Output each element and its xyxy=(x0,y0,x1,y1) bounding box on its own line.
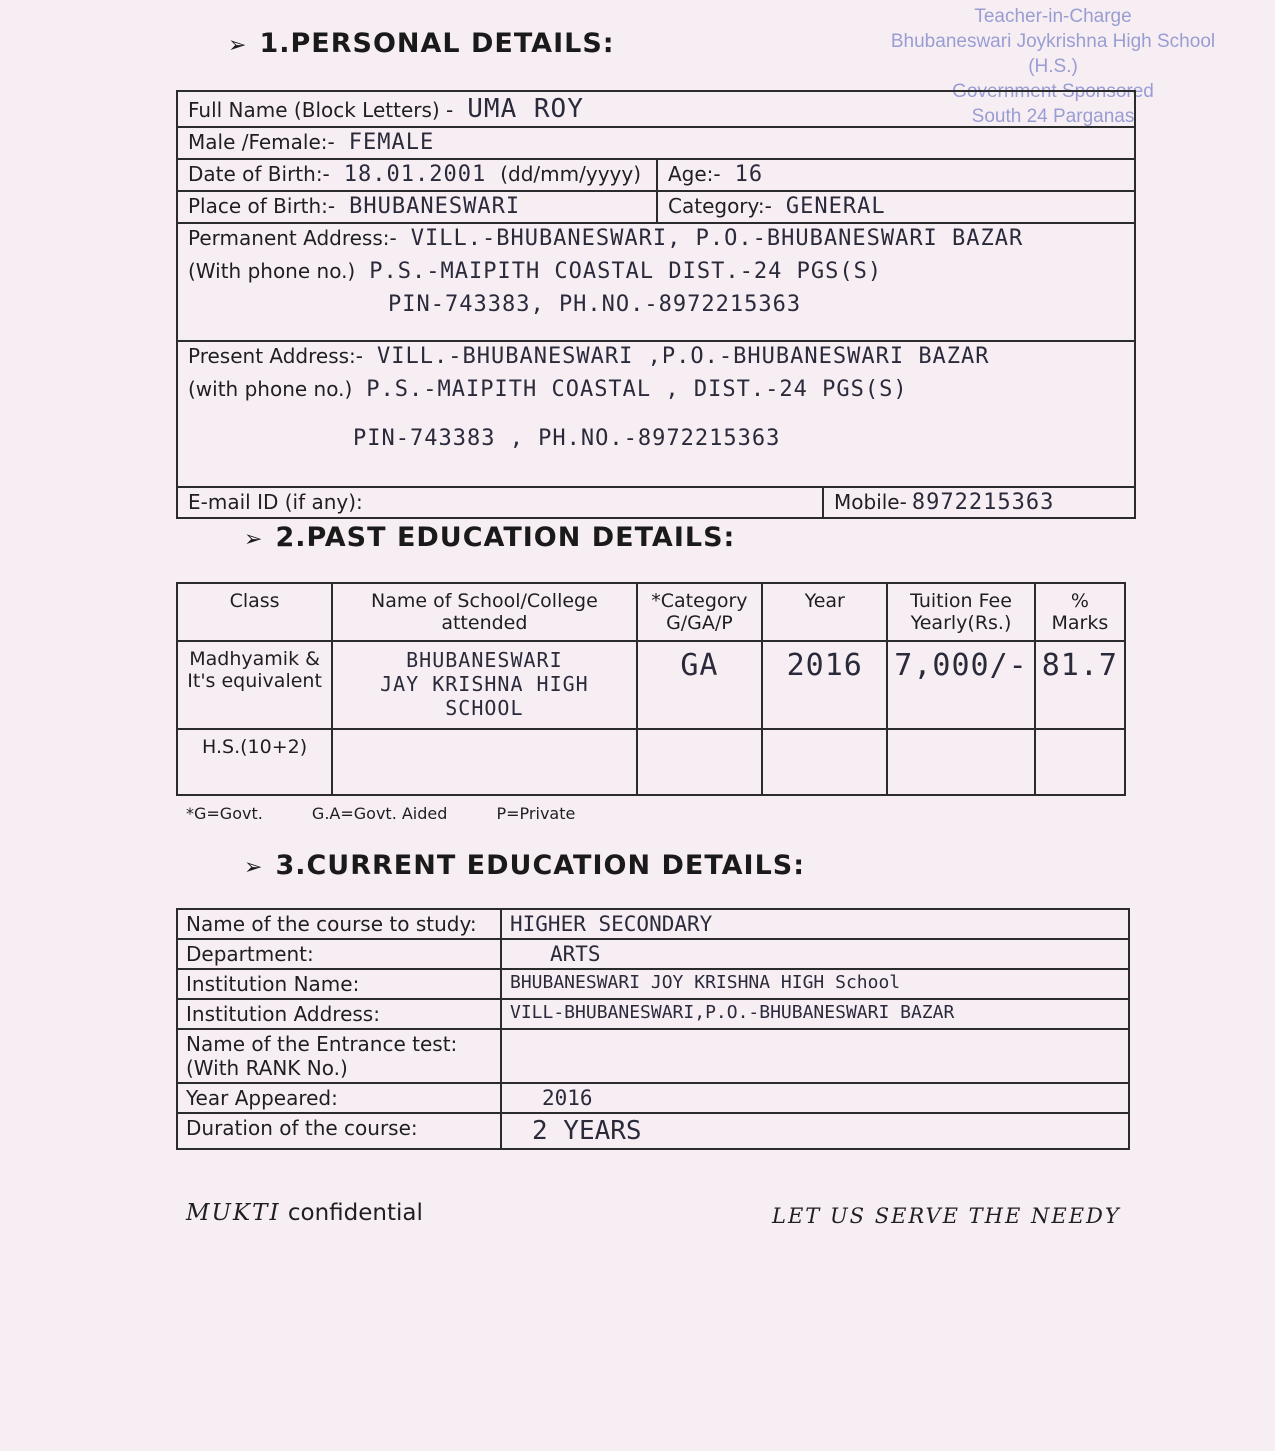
arrow-bullet-icon: ➢ xyxy=(228,33,248,58)
past-education-table xyxy=(176,582,1126,796)
table-row: Institution Name: BHUBANESWARI JOY KRISHNA HIGH School xyxy=(177,969,1129,999)
full-name-row: Full Name (Block Letters) - UMA ROY xyxy=(177,91,1135,127)
table-row: Madhyamik & It's equivalent BHUBANESWARI JAY KRISHNA HIGH SCHOOL GA 2016 7,000/- 81.7 xyxy=(177,641,1125,729)
current-education-title: ➢ 3.CURRENT EDUCATION DETAILS: xyxy=(244,850,806,881)
arrow-bullet-icon: ➢ xyxy=(244,527,264,552)
table-row: Duration of the course: 2 YEARS xyxy=(177,1113,1129,1149)
header-fee: Tuition Fee Yearly(Rs.) xyxy=(887,583,1034,641)
pob-value: BHUBANESWARI xyxy=(349,194,521,219)
header-marks: % Marks xyxy=(1035,583,1125,641)
personal-details-title: ➢ 1.PERSONAL DETAILS: xyxy=(228,28,615,59)
footer-confidential: MUKTI confidential xyxy=(186,1200,423,1226)
header-category: *Category G/GA/P xyxy=(637,583,763,641)
gender-row: Male /Female:- FEMALE xyxy=(177,127,1135,159)
permanent-address-cell: Permanent Address:- VILL.-BHUBANESWARI, P.O.-BHUBANESWARI BAZAR (With phone no.) P.S.-MAIPITH COASTAL DIST.-24 PGS(S) PIN-743383, PH.NO.-8972215363 xyxy=(177,223,1135,341)
table-row: Year Appeared: 2016 xyxy=(177,1083,1129,1113)
gender-value: FEMALE xyxy=(348,130,435,155)
arrow-bullet-icon: ➢ xyxy=(244,855,264,880)
personal-details-table xyxy=(176,90,1136,519)
table-row: H.S.(10+2) xyxy=(177,729,1125,795)
age-cell: Age:- 16 xyxy=(657,159,1135,191)
present-address-cell: Present Address:- VILL.-BHUBANESWARI ,P.O.-BHUBANESWARI BAZAR (with phone no.) P.S.-MAIPITH COASTAL , DIST.-24 PGS(S) PIN-743383 , PH.NO.-8972215363 xyxy=(177,341,1135,487)
table-row: Name of the Entrance test: (With RANK No.) xyxy=(177,1029,1129,1083)
mobile-value: 8972215363 xyxy=(911,490,1055,515)
category-cell: Category:- GENERAL xyxy=(657,191,1135,223)
category-value: GENERAL xyxy=(785,194,886,219)
table-row: Name of the course to study: HIGHER SECONDARY xyxy=(177,909,1129,939)
dob-cell: Date of Birth:- 18.01.2001 (dd/mm/yyyy) xyxy=(177,159,657,191)
school-stamp: Teacher-in-Charge Bhubaneswari Joykrishna High School (H.S.) Government Sponsored South 24 Parganas xyxy=(890,6,1216,127)
category-legend: *G=Govt. G.A=Govt. Aided P=Private xyxy=(186,804,576,823)
footer-motto: LET US SERVE THE NEEDY xyxy=(772,1204,1121,1228)
header-class: Class xyxy=(177,583,332,641)
table-row: Institution Address: VILL-BHUBANESWARI,P.O.-BHUBANESWARI BAZAR xyxy=(177,999,1129,1029)
dob-value: 18.01.2001 xyxy=(343,162,487,187)
table-row: Department: ARTS xyxy=(177,939,1129,969)
header-school: Name of School/College attended xyxy=(332,583,636,641)
header-year: Year xyxy=(762,583,887,641)
pob-cell: Place of Birth:- BHUBANESWARI xyxy=(177,191,657,223)
past-education-title: ➢ 2.PAST EDUCATION DETAILS: xyxy=(244,522,736,553)
email-mobile-row: E-mail ID (if any): Mobile- 8972215363 xyxy=(177,487,1135,518)
full-name-value: UMA ROY xyxy=(467,94,584,124)
age-value: 16 xyxy=(734,162,764,187)
current-education-table xyxy=(176,908,1130,1150)
